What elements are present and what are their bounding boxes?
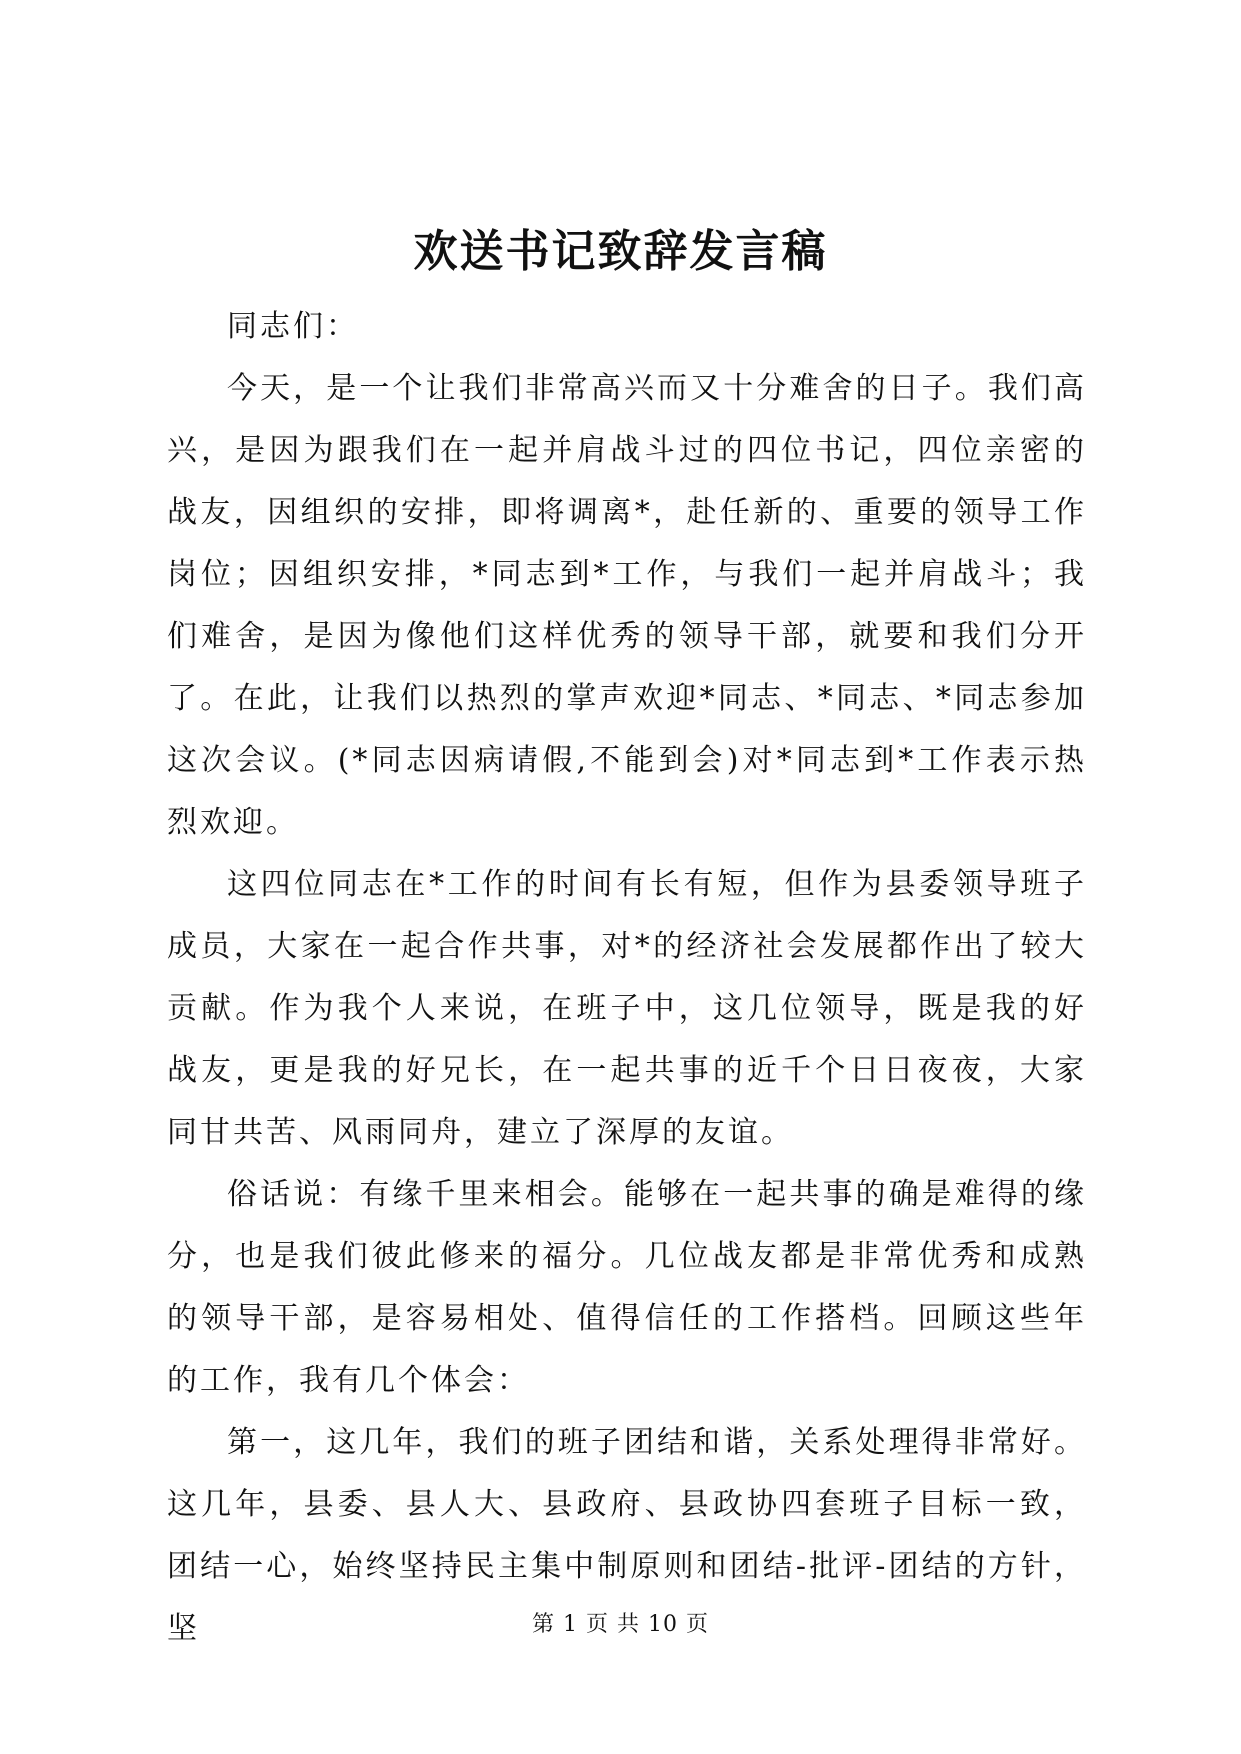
document-body bbox=[167, 296, 1087, 1660]
paragraph-4: 第一，这几年，我们的班子团结和谐，关系处理得非常好。这几年，县委、县人大、县政府、县政协四套班子目标一致，团结一心，始终坚持民主集中制原则和团结-批评-团结的方针，坚 bbox=[167, 1425, 1087, 1646]
paragraph-1: 今天，是一个让我们非常高兴而又十分难舍的日子。我们高兴，是因为跟我们在一起并肩战斗过的四位书记，四位亲密的战友，因组织的安排，即将调离*，赴任新的、重要的领导工作岗位；因组织安排，*同志到*工作，与我们一起并肩战斗；我们难舍，是因为像他们这样优秀的领导干部，就要和我们分开了。在此，让我们以热烈的掌声欢迎*同志、*同志、*同志参加这次会议。(*同志因病请假,不能到会)对*同志到*工作表示热烈欢迎。 bbox=[167, 371, 1087, 840]
paragraph-2: 这四位同志在*工作的时间有长有短，但作为县委领导班子成员，大家在一起合作共事，对*的经济社会发展都作出了较大贡献。作为我个人来说，在班子中，这几位领导，既是我的好战友，更是我的好兄长，在一起共事的近千个日日夜夜，大家同甘共苦、风雨同舟，建立了深厚的友谊。 bbox=[167, 867, 1087, 1150]
paragraph-3: 俗话说：有缘千里来相会。能够在一起共事的确是难得的缘分，也是我们彼此修来的福分。几位战友都是非常优秀和成熟的领导干部，是容易相处、值得信任的工作搭档。回顾这些年的工作，我有几个体会： bbox=[167, 1177, 1087, 1398]
document-title: 欢送书记致辞发言稿 bbox=[413, 226, 828, 277]
paragraph-salutation: 同志们： bbox=[227, 309, 359, 344]
page-number-footer: 第 1 页 共 10 页 bbox=[532, 1612, 709, 1637]
